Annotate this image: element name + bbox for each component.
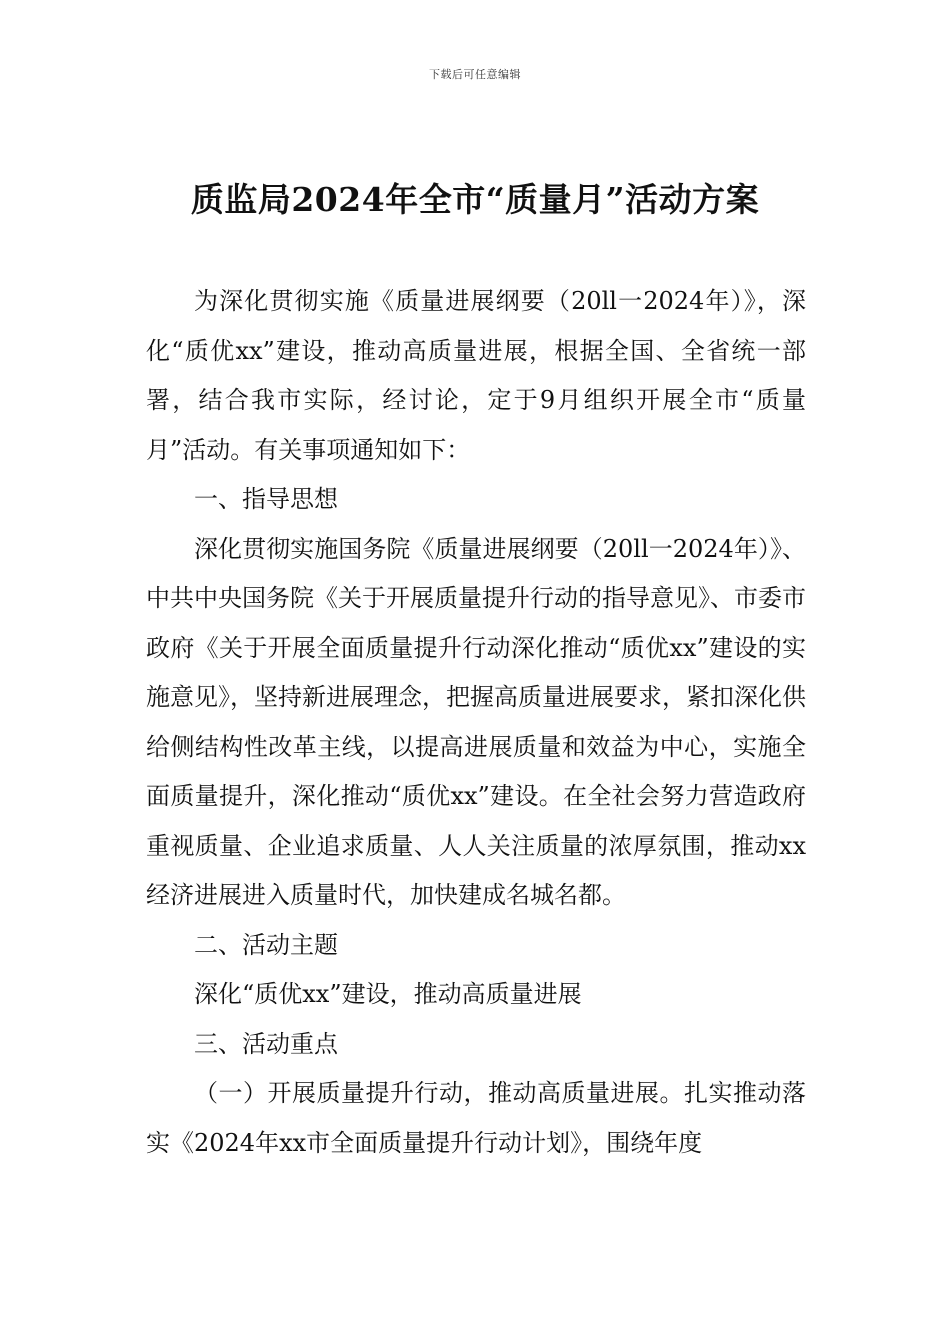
document-title: 质监局2024年全市“质量月”活动方案 bbox=[190, 180, 760, 219]
section-heading-activity-theme: 二、活动主题 bbox=[194, 930, 338, 959]
header-note: 下载后可任意编辑 bbox=[429, 68, 521, 81]
intro-paragraph: 为深化贯彻实施《质量进展纲要（20ll一2024年）》，深化“质优xx”建设，推动高质量进展，根据全国、全省统一部署，结合我市实际，经讨论，定于9月组织开展全市“质量月”活动。有关事项通知如下： bbox=[146, 287, 806, 464]
section-heading-activity-focus: 三、活动重点 bbox=[194, 1029, 338, 1058]
guiding-ideology-paragraph: 深化贯彻实施国务院《质量进展纲要（20ll一2024年）》、中共中央国务院《关于开展质量提升行动的指导意见》、市委市政府《关于开展全面质量提升行动深化推动“质优xx”建设的实施意见》，坚持新进展理念，把握高质量进展要求，紧扣深化供给侧结构性改革主线，以提高进展质量和效益为中心，实施全面质量提升，深化推动“质优xx”建设。在全社会努力营造政府重视质量、企业追求质量、人人关注质量的浓厚氛围，推动xx经济进展进入质量时代，加快建成名城名都。 bbox=[146, 534, 806, 909]
activity-theme-paragraph: 深化“质优xx”建设，推动高质量进展 bbox=[194, 980, 582, 1008]
activity-focus-paragraph: （一）开展质量提升行动，推动高质量进展。扎实推动落实《2024年xx市全面质量提升行动计划》，围绕年度 bbox=[146, 1079, 806, 1157]
document-body bbox=[146, 277, 806, 1168]
section-heading-guiding-ideology: 一、指导思想 bbox=[194, 485, 338, 513]
